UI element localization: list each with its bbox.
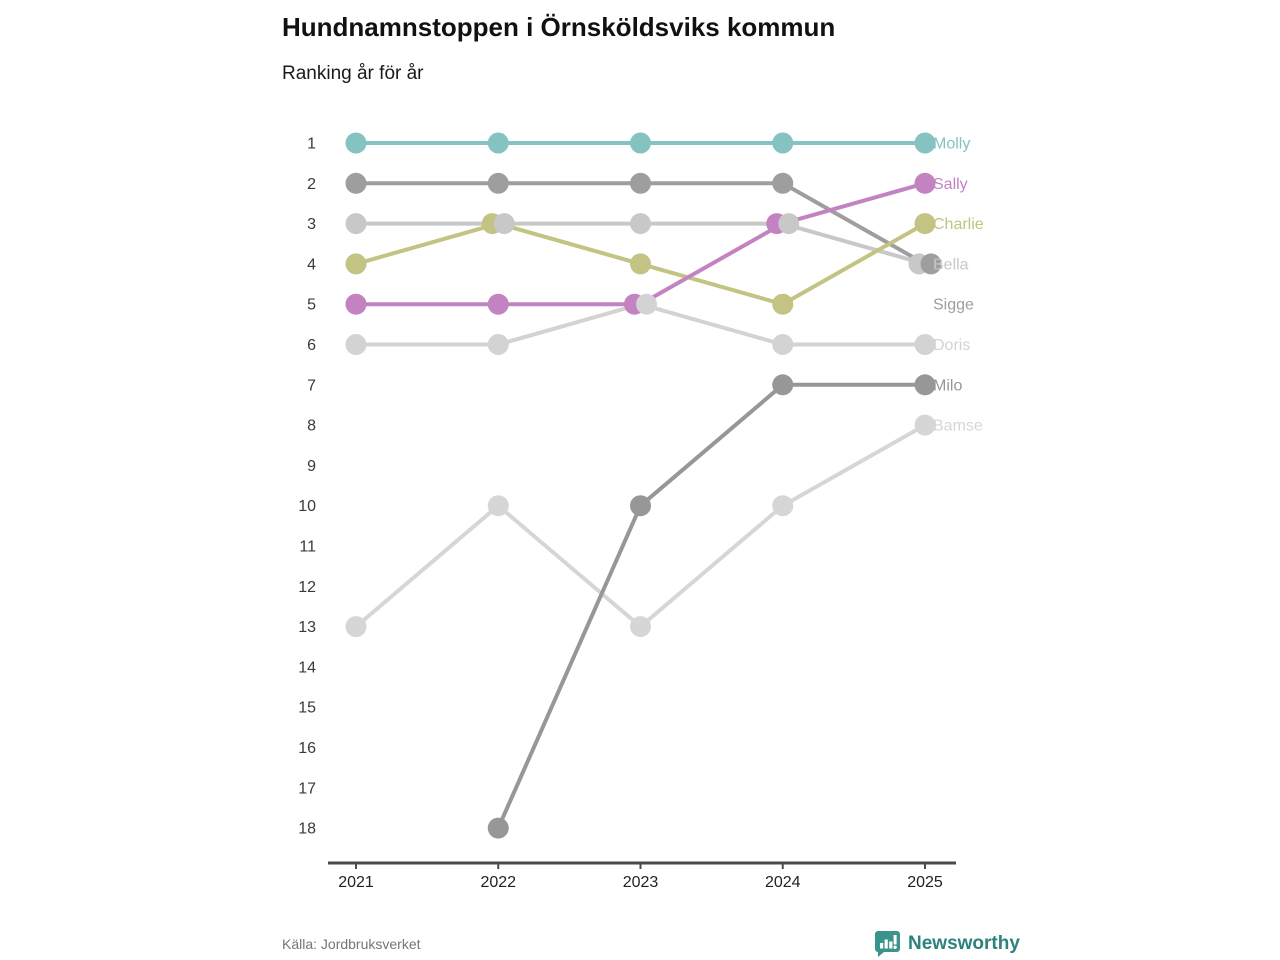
rank-tick-label: 10 bbox=[298, 498, 316, 516]
rank-tick-label: 1 bbox=[307, 135, 316, 153]
data-point-milo bbox=[630, 495, 651, 516]
data-point-sigge bbox=[488, 173, 509, 194]
data-point-sigge bbox=[346, 173, 367, 194]
data-point-doris bbox=[636, 294, 657, 315]
series-line-bamse bbox=[356, 425, 925, 626]
data-point-milo bbox=[488, 818, 509, 839]
rank-tick-label: 9 bbox=[307, 457, 316, 475]
data-point-charlie bbox=[346, 253, 367, 274]
rank-tick-label: 6 bbox=[307, 337, 316, 354]
year-tick-label: 2025 bbox=[907, 874, 943, 891]
rank-tick-label: 17 bbox=[298, 780, 316, 798]
rank-tick-label: 4 bbox=[307, 256, 316, 274]
series-line-milo bbox=[498, 385, 925, 828]
data-point-molly bbox=[772, 133, 793, 154]
rank-tick-label: 2 bbox=[307, 175, 316, 193]
rank-tick-label: 16 bbox=[298, 740, 316, 757]
data-point-bamse bbox=[346, 616, 367, 637]
series-label-doris: Doris bbox=[933, 337, 971, 354]
data-point-bella bbox=[778, 213, 799, 234]
data-point-doris bbox=[772, 334, 793, 355]
rank-tick-label: 14 bbox=[298, 659, 316, 677]
data-point-sigge bbox=[630, 173, 651, 194]
data-point-milo bbox=[772, 374, 793, 395]
rank-tick-label: 3 bbox=[307, 216, 316, 234]
data-point-bamse bbox=[772, 495, 793, 516]
series-label-charlie: Charlie bbox=[933, 216, 984, 234]
data-point-charlie bbox=[772, 294, 793, 315]
series-label-milo: Milo bbox=[933, 377, 963, 395]
rank-tick-label: 12 bbox=[298, 578, 316, 596]
rank-tick-label: 7 bbox=[307, 377, 316, 395]
rank-tick-label: 13 bbox=[298, 619, 316, 637]
data-point-sally bbox=[488, 294, 509, 315]
source-note: Källa: Jordbruksverket bbox=[282, 936, 421, 952]
data-point-sigge bbox=[772, 173, 793, 194]
series-label-sigge: Sigge bbox=[933, 296, 974, 314]
data-point-bella bbox=[494, 213, 515, 234]
newsworthy-logo bbox=[874, 930, 1020, 957]
rank-tick-label: 5 bbox=[307, 296, 316, 314]
rank-tick-label: 8 bbox=[307, 417, 316, 435]
data-point-doris bbox=[488, 334, 509, 355]
data-point-molly bbox=[346, 133, 367, 154]
year-tick-label: 2022 bbox=[480, 874, 517, 891]
series-label-bella: Bella bbox=[933, 256, 969, 274]
series-label-bamse: Bamse bbox=[933, 417, 983, 435]
page-title: Hundnamnstoppen i Örnsköldsviks kommun bbox=[282, 12, 836, 42]
rank-tick-label: 11 bbox=[299, 538, 316, 556]
year-tick-label: 2024 bbox=[764, 874, 801, 891]
chart-subtitle: Ranking år för år bbox=[282, 63, 424, 84]
series-label-molly: Molly bbox=[933, 135, 971, 153]
data-point-bella bbox=[630, 213, 651, 234]
data-point-bella bbox=[346, 213, 367, 234]
series-line-sally bbox=[356, 183, 925, 304]
series-label-sally: Sally bbox=[933, 175, 968, 193]
data-point-doris bbox=[346, 334, 367, 355]
rank-tick-label: 15 bbox=[298, 699, 316, 717]
year-tick-label: 2021 bbox=[338, 874, 374, 891]
newsworthy-icon bbox=[874, 930, 901, 957]
rank-tick-label: 18 bbox=[298, 820, 316, 838]
newsworthy-wordmark: Newsworthy bbox=[908, 932, 1020, 954]
data-point-sally bbox=[346, 294, 367, 315]
data-point-bamse bbox=[488, 495, 509, 516]
data-point-molly bbox=[630, 133, 651, 154]
data-point-bamse bbox=[630, 616, 651, 637]
data-point-molly bbox=[488, 133, 509, 154]
data-point-charlie bbox=[630, 253, 651, 274]
year-tick-label: 2023 bbox=[622, 874, 659, 891]
